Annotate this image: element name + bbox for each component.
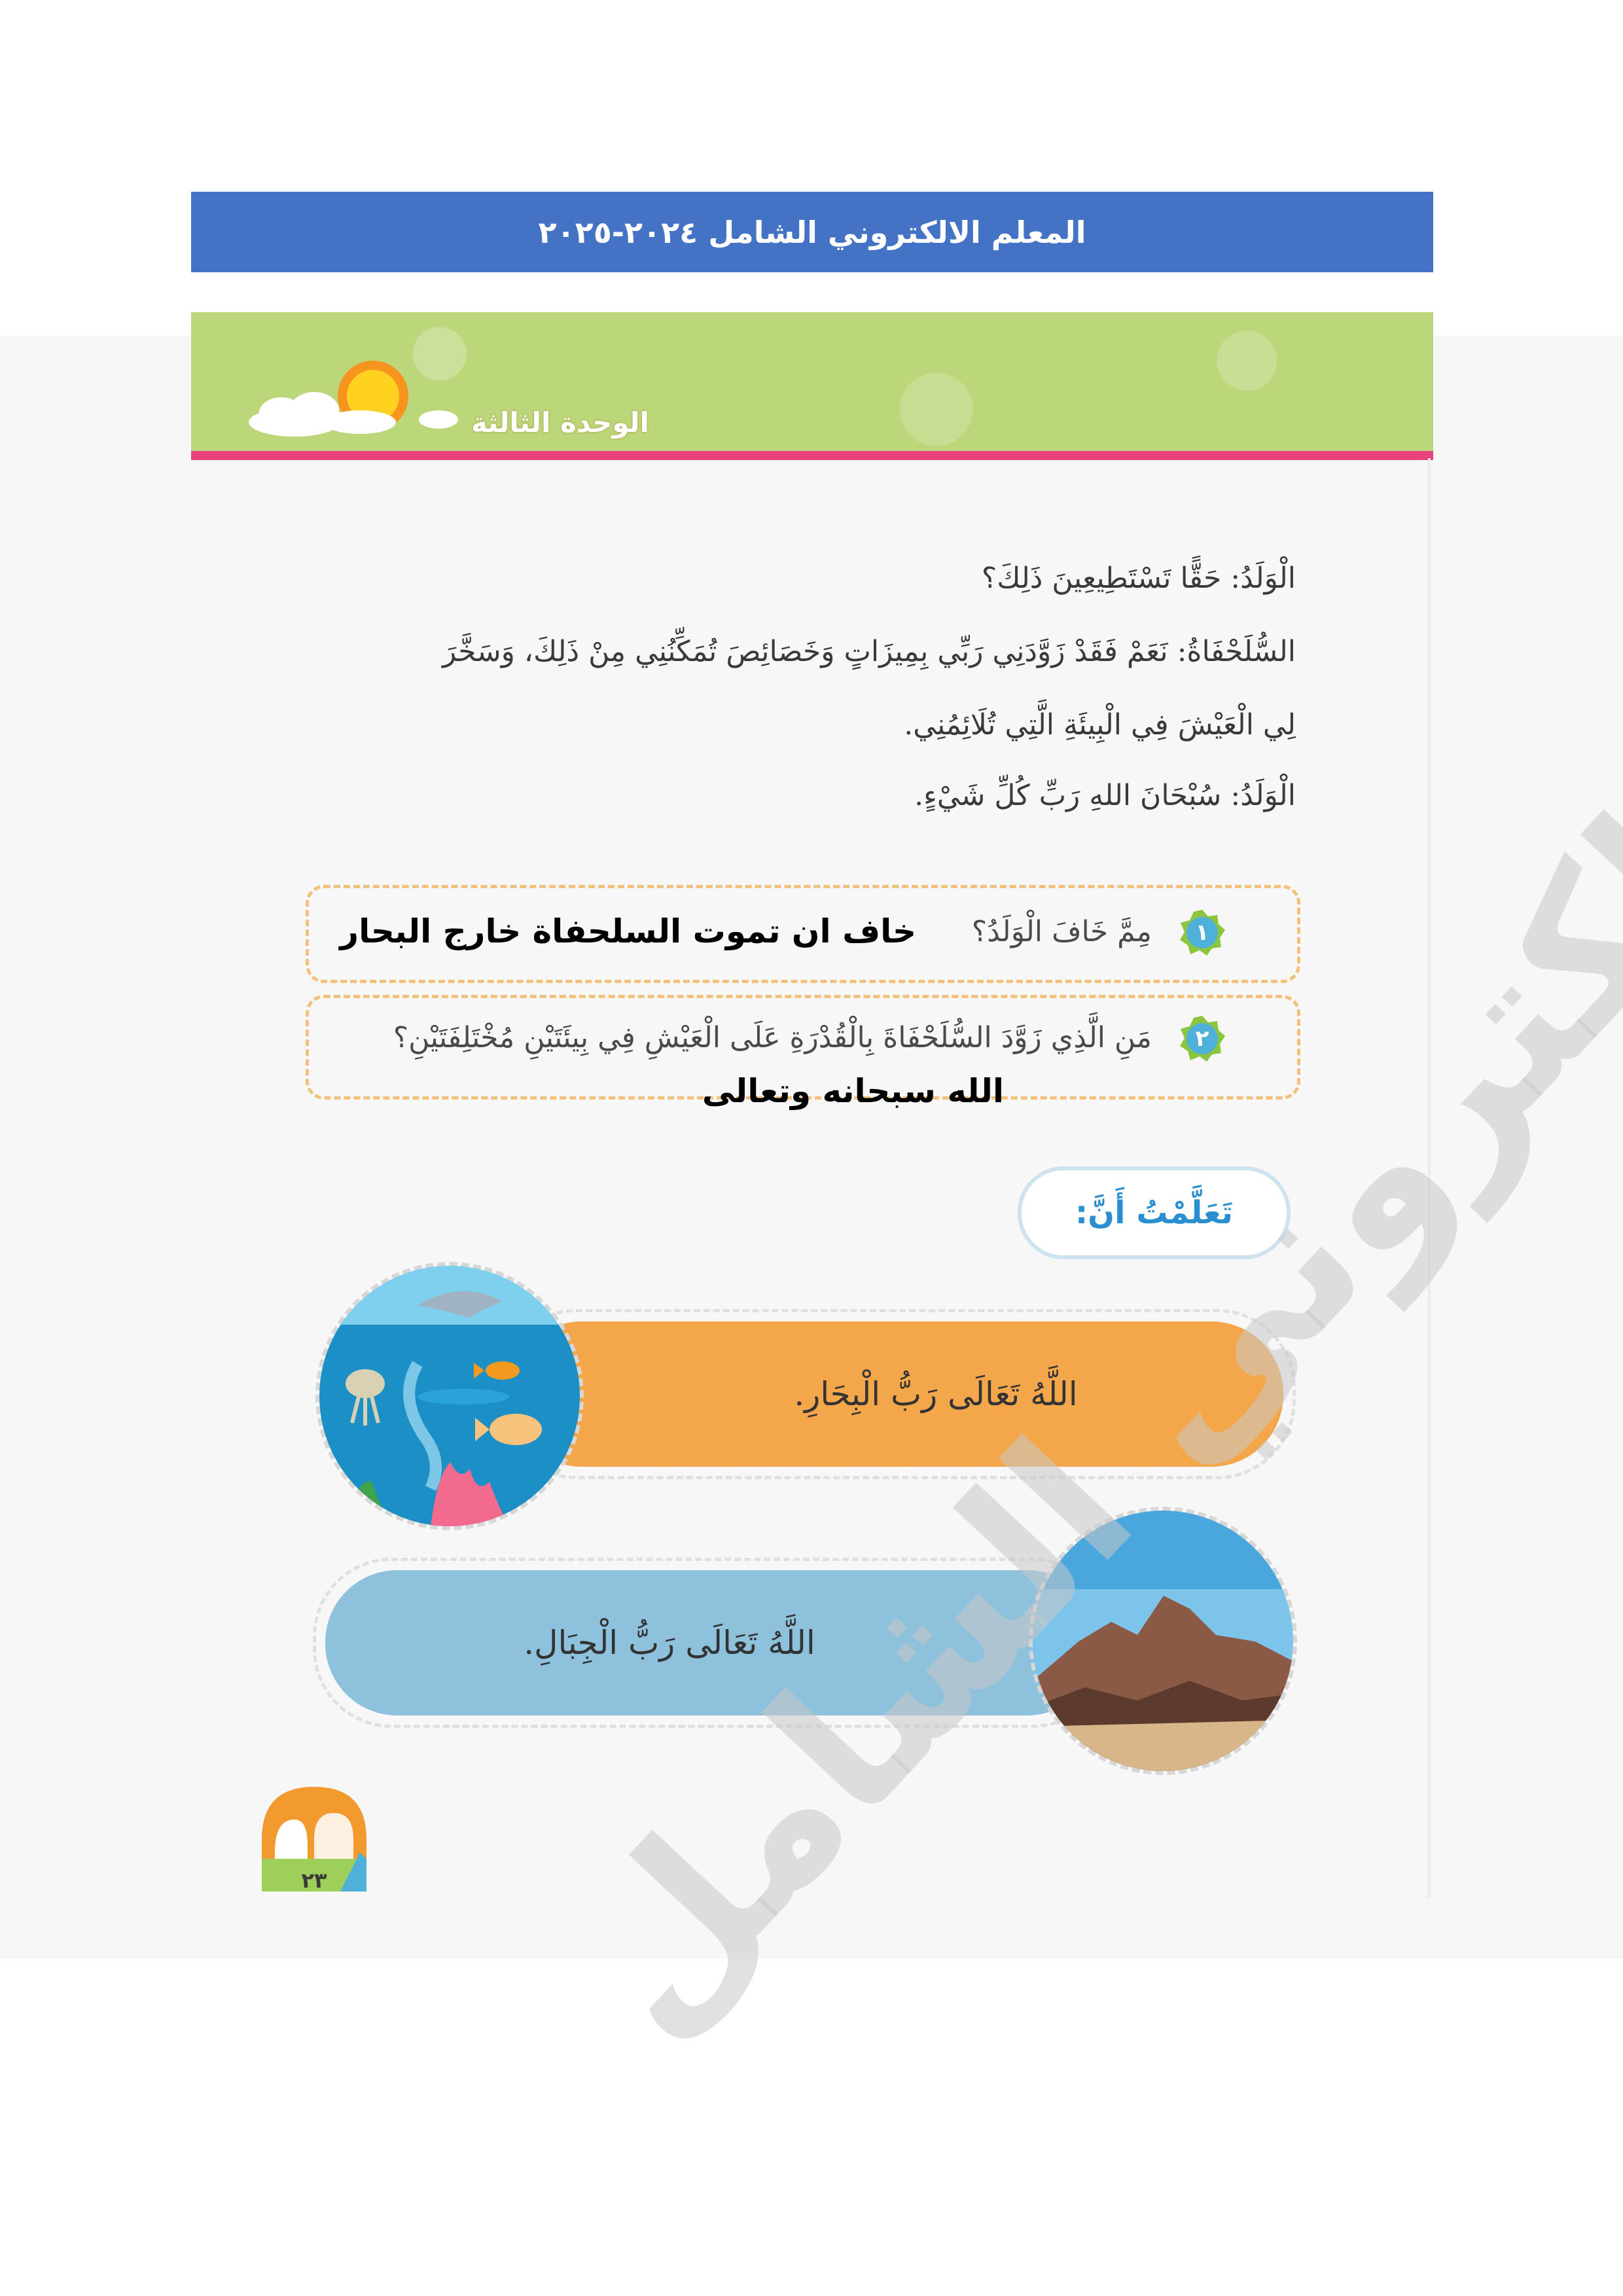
- banner-title: المعلم الالكتروني الشامل ٢٠٢٤-٢٠٢٥: [538, 214, 1086, 250]
- dialogue-line-4: الْوَلَدُ: سُبْحَانَ اللهِ رَبِّ كُلِّ شَيْءٍ.: [914, 779, 1296, 812]
- question-number-badge: ٢: [1178, 1014, 1226, 1063]
- answer-text: خاف ان تموت السلحفاة خارج البحار: [340, 912, 916, 950]
- question-number-badge: ١: [1178, 908, 1226, 957]
- question-text: مَنِ الَّذِي زَوَّدَ السُّلَحْفَاةَ بِالْقُدْرَةِ عَلَى الْعَيْشِ فِي بِيئَتَيْنِ مُخْتَلِفَتَيْنِ؟: [393, 1021, 1152, 1054]
- sea-image: [315, 1262, 584, 1530]
- fact-pill-2: [313, 1558, 1111, 1728]
- fact-pill-1: [497, 1309, 1296, 1479]
- page-edge: [1428, 458, 1431, 1898]
- question-text: مِمَّ خَافَ الْوَلَدُ؟: [971, 915, 1152, 948]
- header-divider: [191, 451, 1433, 460]
- watermark: الالكتروني الشامل: [524, 619, 1623, 2075]
- sun-cloud-icon: [242, 357, 465, 442]
- mountain-image: [1029, 1507, 1297, 1775]
- learned-label: تَعَلَّمْتُ أَنَّ:: [1018, 1166, 1291, 1259]
- answer-text: الله سبحانه وتعالى: [702, 1072, 1004, 1110]
- dialogue-line-3: لِي الْعَيْشَ فِي الْبِيئَةِ الَّتِي تُلَائِمُنِي.: [904, 708, 1296, 742]
- dialogue-line-2: السُّلَحْفَاةُ: نَعَمْ فَقَدْ زَوَّدَنِي رَبِّي بِمِيزَاتٍ وَخَصَائِصَ تُمَكِّنُنِي مِنْ ذَلِكَ، وَسَخَّرَ: [442, 635, 1296, 668]
- fact-text: اللَّهُ تَعَالَى رَبُّ الْبِحَارِ.: [794, 1375, 1078, 1413]
- unit-title: الوحدة الثالثة: [471, 406, 649, 439]
- page-number: ٢٣: [301, 1868, 327, 1893]
- document-banner: [191, 192, 1433, 272]
- dialogue-line-1: الْوَلَدُ: حَقًّا تَسْتَطِيعِينَ ذَلِكَ؟: [981, 562, 1296, 595]
- fact-text: اللَّهُ تَعَالَى رَبُّ الْجِبَالِ.: [524, 1624, 815, 1662]
